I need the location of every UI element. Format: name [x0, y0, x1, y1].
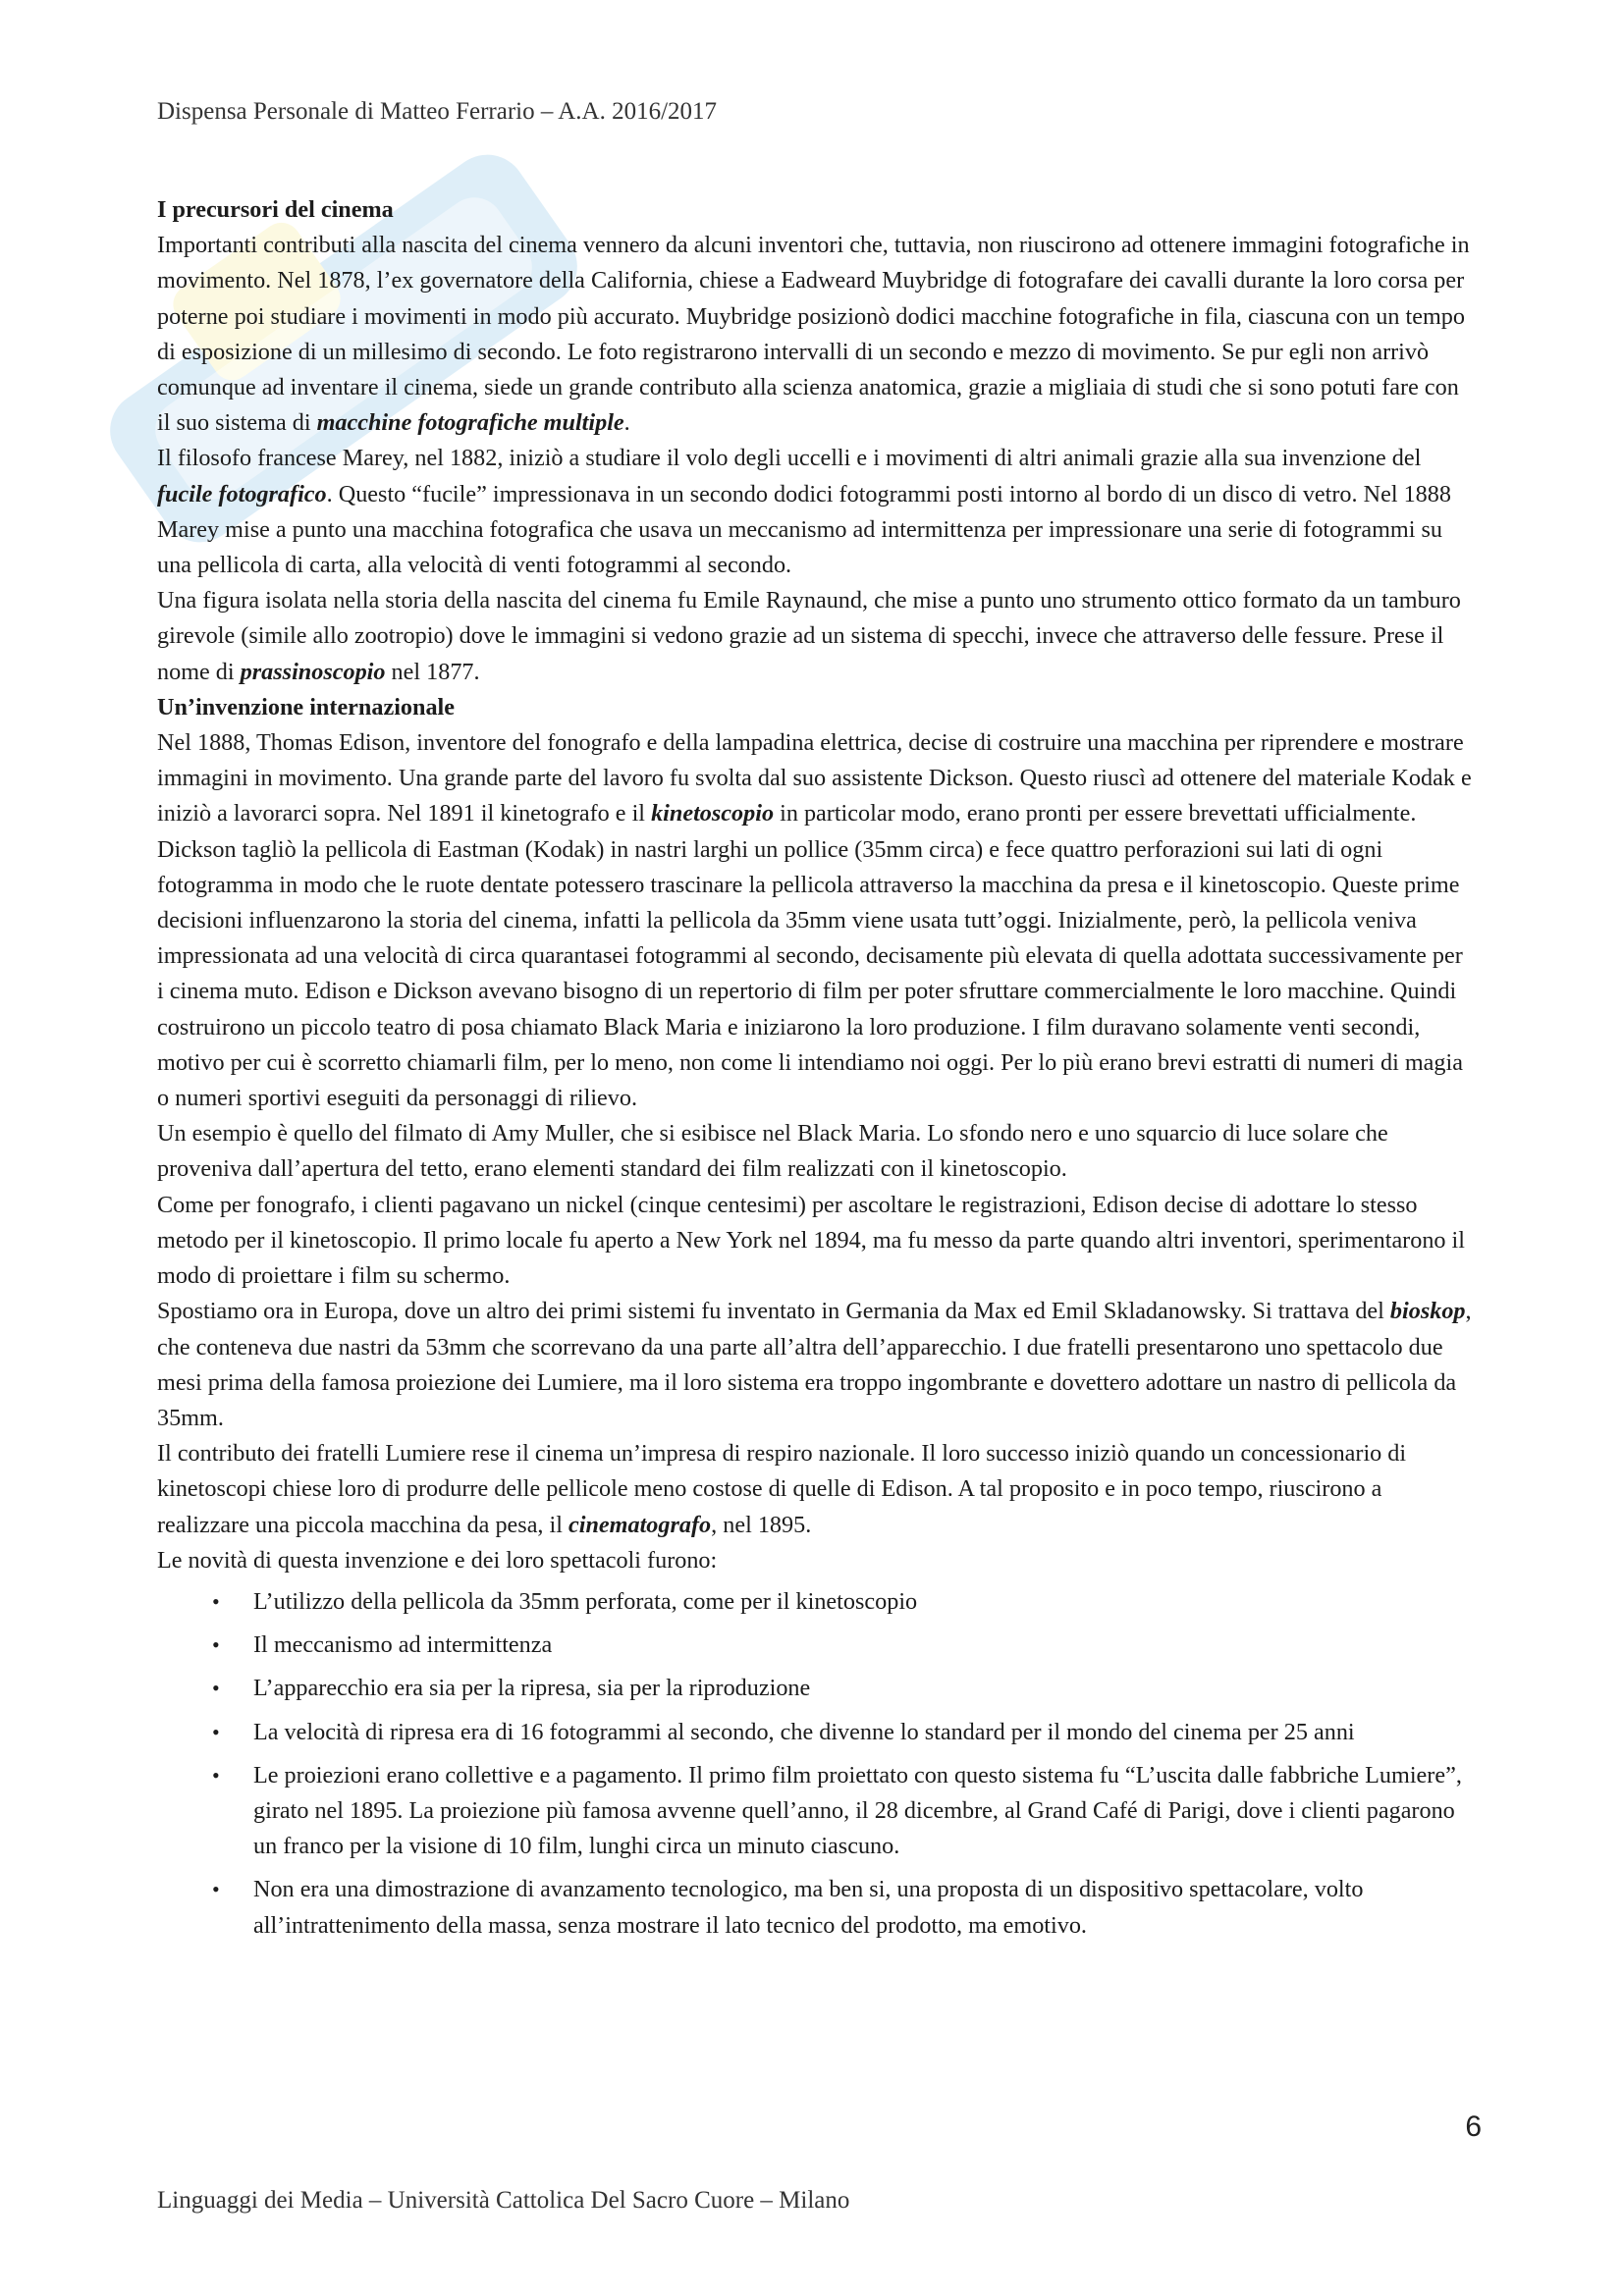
emphasis-term: cinematografo — [568, 1511, 712, 1538]
paragraph: Il contributo dei fratelli Lumiere rese il cinema un’impresa di respiro nazionale. Il loro successo iniziò quando un concessionario di kinetoscopi chiese loro di produrre delle pellicole meno costose di quelle di Edison. A tal proposito e in poco tempo, riuscirono a realizzare una piccola macchina da pesa, il cinematografo, nel 1895. — [157, 1440, 1407, 1538]
bullet-icon: • — [212, 1762, 220, 1788]
paragraph: Nel 1888, Thomas Edison, inventore del fonografo e della lampadina elettrica, decise di costruire una macchina per riprendere e mostrare immagini in movimento. Una grande parte del lavoro fu svolta dal suo assistente Dickson. Questo riuscì ad ottenere del materiale Kodak e iniziò a lavorarci sopra. Nel 1891 il kinetografo e il kinetoscopio in particolar modo, erano pronti per essere brevettati ufficialmente. Dickson tagliò la pellicola di Eastman (Kodak) in nastri larghi un pollice (35mm circa) e fece quattro perforazioni sui lati di ogni fotogramma in modo che le ruote dentate potessero trascinare la pellicola attraverso la macchina da presa e il kinetoscopio. Queste prime decisioni influenzarono la storia del cinema, infatti la pellicola da 35mm viene usata tutt’oggi. Inizialmente, però, la pellicola veniva impressionata ad una velocità di circa quarantasei fotogrammi al secondo, decisamente più elevata di quella adottata successivamente per i cinema muto. Edison e Dickson avevano bisogno di un repertorio di film per poter sfruttare commercialmente le loro macchine. Quindi costruirono un piccolo teatro di posa chiamato Black Maria e iniziarono la loro produzione. I film duravano solamente venti secondi, motivo per cui è scorretto chiamarli film, per lo meno, non come li intendiamo noi oggi. Per lo più erano brevi estratti di numeri di magia o numeri sportivi eseguiti da personaggi di rilievo. — [157, 729, 1472, 1112]
emphasis-term: bioskop — [1389, 1298, 1466, 1325]
paragraph: Come per fonografo, i clienti pagavano un nickel (cinque centesimi) per ascoltare le registrazioni, Edison decise di adottare lo stesso metodo per il kinetoscopio. Il primo locale fu aperto a New York nel 1894, ma fu messo da parte quando altri inventori, sperimentarono il modo di proiettare i film su schermo. — [157, 1191, 1465, 1290]
page-footer: Linguaggi dei Media – Università Cattolica Del Sacro Cuore – Milano — [157, 2187, 850, 2214]
paragraph: Un esempio è quello del filmato di Amy Muller, che si esibisce nel Black Maria. Lo sfondo nero e uno squarcio di luce solare che proveniva dall’apertura del tetto, erano elementi standard dei film realizzati con il kinetoscopio. — [157, 1120, 1388, 1183]
bullet-icon: • — [212, 1632, 220, 1658]
paragraph: Il filosofo francese Marey, nel 1882, iniziò a studiare il volo degli uccelli e i movimenti di altri animali grazie alla sua invenzione del fucile fotografico. Questo “fucile” impressionava in un secondo dodici fotogrammi posti intorno al bordo di un disco di vetro. Nel 1888 Marey mise a punto una macchina fotografica che usava un meccanismo ad intermittenza per impressionare una serie di fotogrammi su una pellicola di carta, alla velocità di venti fotogrammi al secondo. — [157, 445, 1451, 579]
bullet-icon: • — [212, 1676, 220, 1701]
section-title: I precursori del cinema — [157, 196, 394, 223]
emphasis-term: macchine fotografiche multiple — [316, 409, 624, 437]
section-title: Un’invenzione internazionale — [157, 693, 456, 721]
paragraph: Le novità di questa invenzione e dei loro spettacoli furono: — [157, 1546, 718, 1574]
list-item: • La velocità di ripresa era di 16 fotogrammi al secondo, che divenne lo standard per il mondo del cinema per 25 anni — [157, 1715, 1473, 1750]
bullet-icon: • — [212, 1877, 220, 1902]
page-header: Dispensa Personale di Matteo Ferrario – A.A. 2016/2017 — [157, 98, 718, 125]
emphasis-term: kinetoscopio — [651, 800, 775, 828]
emphasis-term: prassinoscopio — [240, 658, 386, 685]
bullet-icon: • — [212, 1588, 220, 1614]
paragraph: Importanti contributi alla nascita del cinema vennero da alcuni inventori che, tuttavia, non riuscirono ad ottenere immagini fotografiche in movimento. Nel 1878, l’ex governatore della California, chiese a Eadweard Muybridge di fotografare dei cavalli durante la loro corsa per poterne poi studiare i movimenti in modo più accurato. Muybridge posizionò dodici macchine fotografiche in fila, ciascuna con un tempo di esposizione di un millesimo di secondo. Le foto registrarono intervalli di un secondo e mezzo di movimento. Se pur egli non arrivò comunque ad inventare il cinema, siede un grande contributo alla scienza anatomica, grazie a migliaia di studi che si sono potuti fare con il suo sistema di macchine fotografiche multiple. — [157, 232, 1470, 437]
bullet-icon: • — [212, 1719, 220, 1744]
list-item: • Il meccanismo ad intermittenza — [157, 1628, 1473, 1663]
emphasis-term: fucile fotografico — [157, 480, 327, 507]
document-body — [157, 192, 1473, 1951]
page-number: 6 — [1465, 2110, 1482, 2143]
paragraph: Spostiamo ora in Europa, dove un altro dei primi sistemi fu inventato in Germania da Max ed Emil Skladanowsky. Si trattava del bioskop, che conteneva due nastri da 53mm che scorrevano da una parte all’altra dell’apparecchio. I due fratelli presentarono uno spettacolo due mesi prima della famosa proiezione dei Lumiere, ma il loro sistema era troppo ingombrante e dovettero adottare un nastro di pellicola da 35mm. — [157, 1298, 1472, 1431]
bullet-list — [157, 1584, 1473, 1944]
list-item: • L’apparecchio era sia per la ripresa, sia per la riproduzione — [157, 1671, 1473, 1706]
list-item: • Non era una dimostrazione di avanzamento tecnologico, ma ben si, una proposta di un dispositivo spettacolare, volto all’intrattenimento della massa, senza mostrare il lato tecnico del prodotto, ma emotivo. — [157, 1872, 1473, 1943]
paragraph: Una figura isolata nella storia della nascita del cinema fu Emile Raynaund, che mise a punto uno strumento ottico formato da un tamburo girevole (simile allo zootropio) dove le immagini si vedono grazie ad un sistema di specchi, invece che attraverso delle fessure. Prese il nome di prassinoscopio nel 1877. — [157, 587, 1461, 685]
list-item: • Le proiezioni erano collettive e a pagamento. Il primo film proiettato con questo sistema fu “L’uscita dalle fabbriche Lumiere”, girato nel 1895. La proiezione più famosa avvenne quell’anno, il 28 dicembre, al Grand Café di Parigi, dove i clienti pagarono un franco per la visione di 10 film, lunghi circa un minuto ciascuno. — [157, 1758, 1473, 1865]
list-item: • L’utilizzo della pellicola da 35mm perforata, come per il kinetoscopio — [157, 1584, 1473, 1620]
